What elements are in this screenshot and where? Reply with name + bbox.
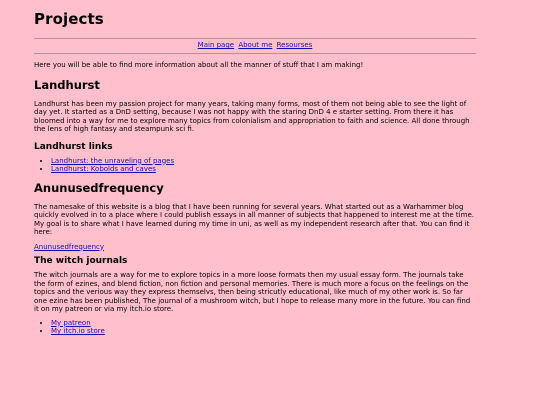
list-item <box>51 319 476 328</box>
landhurst-body: Landhurst has been my passion project for many years, taking many forms, most of them not being able to see the light of day yet. It started as a DnD setting, because I was not happy with the staring DnD 4 e starter setting. From there it has bloomed into a way for me to explore many topics from colonialism and appropriation to faith and science. All done through the lens of high fantasy and steampunk sci fi. <box>34 99 470 133</box>
link-itchio-store[interactable]: My itch.io store <box>51 327 105 335</box>
landhurst-links-heading: Landhurst links <box>34 141 113 152</box>
witch-heading: The witch journals <box>34 256 128 266</box>
witch-links-list <box>34 319 476 336</box>
list-item <box>51 327 476 336</box>
anunused-heading: Anunusedfrequency <box>34 180 164 195</box>
nav-link-main-page[interactable]: Main page <box>197 41 235 49</box>
nav-bar <box>34 41 476 50</box>
anunused-link-paragraph <box>34 243 476 252</box>
nav-divider <box>34 53 476 54</box>
nav-link-resourses[interactable]: Resourses <box>276 41 313 49</box>
page-title: Projects <box>34 10 104 28</box>
main-content <box>34 61 476 336</box>
link-patreon[interactable]: My patreon <box>51 318 91 327</box>
list-item <box>51 165 476 174</box>
link-landhurst-unraveling[interactable]: Landhurst: the unraveling of pages <box>51 156 175 165</box>
anunused-body: The namesake of this website is a blog that I have been running for several years. What started out as a Warhammer blog quickly evolved in to a place where I could publish essays in all manner of subjects that happened to interest me at the time. My goal is to share what I have learned during my time in uni, as well as my independent research after that. You can find it here: <box>34 202 474 236</box>
witch-body: The witch journals are a way for me to explore topics in a more loose formats then my usual essay form. The journals take the form of ezines, and blend fiction, non fiction and personal memories. There is much more a focus on the feelings on the topics and the verious way they express themselvs, then being stricutly educational, like much of my other work is. So far one ezine has been published, The journal of a mushroom witch, but I hope to release many more in the future. You can find it on my patreon or via my itch.io store. <box>34 271 471 313</box>
nav-link-about-me[interactable]: About me <box>238 41 273 49</box>
intro-text: Here you will be able to find more information about all the manner of stuff that I am making! <box>34 61 364 69</box>
list-item <box>51 157 476 166</box>
landhurst-links-list <box>34 157 476 174</box>
link-landhurst-kobolds[interactable]: Landhurst: Kobolds and caves <box>51 165 156 173</box>
top-divider <box>34 38 476 39</box>
landhurst-heading: Landhurst <box>34 77 100 92</box>
link-anunusedfrequency[interactable]: Anunusedfrequency <box>34 242 105 251</box>
